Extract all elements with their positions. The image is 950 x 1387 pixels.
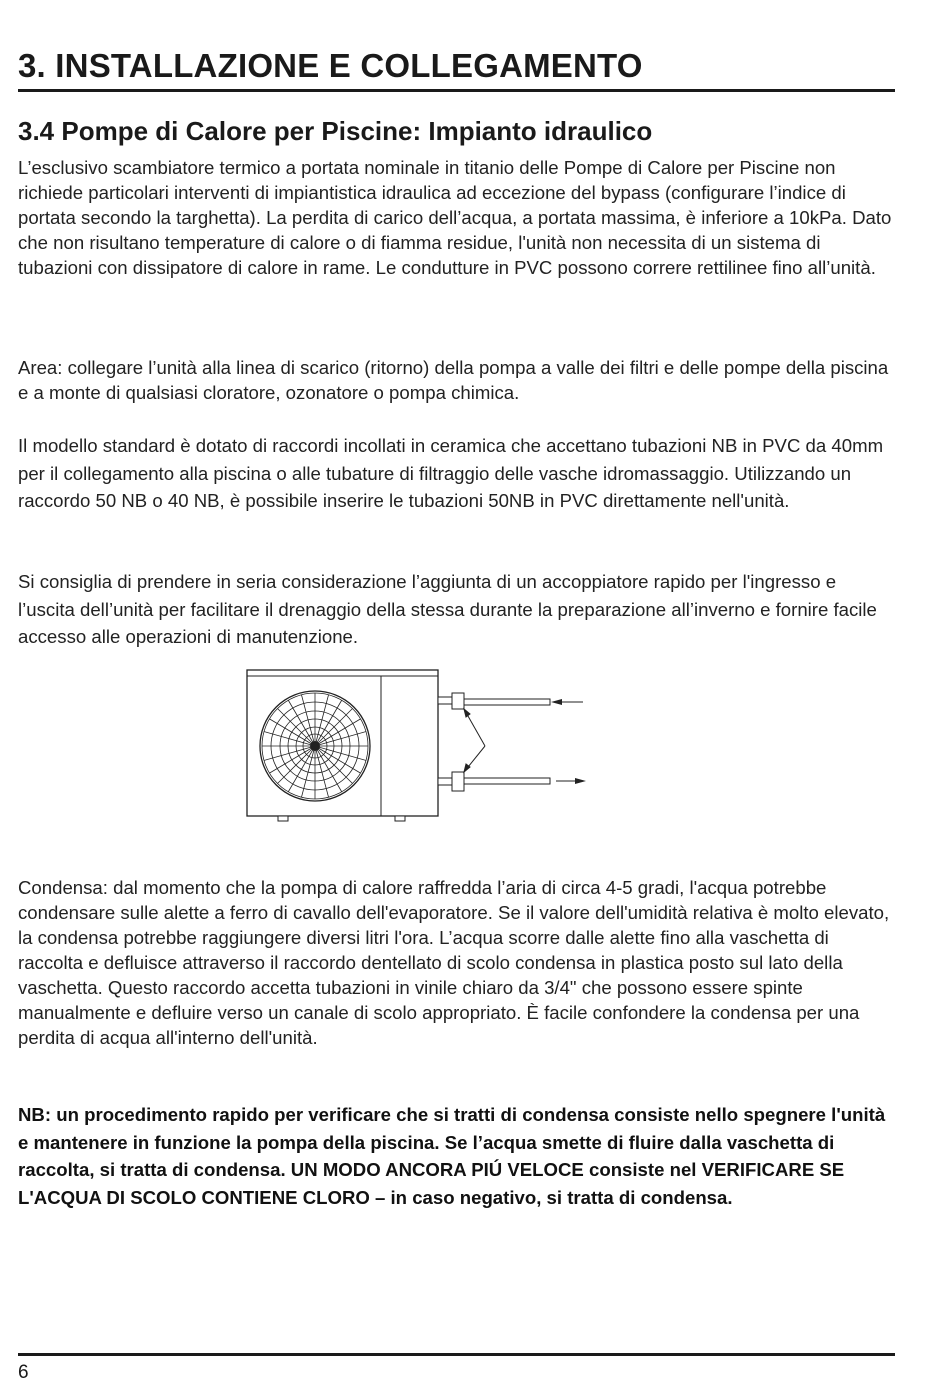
coupler-paragraph: Si consiglia di prendere in seria considerazione l’aggiunta di un accoppiatore rapido per l'ingresso e l’uscita dell’unità per facilitare il drenaggio della stessa durante la preparazione all’inverno e fornire facile accesso alle operazioni di manutenzione.	[18, 571, 877, 647]
right-foot	[395, 816, 405, 821]
page-number: 6	[18, 1362, 29, 1383]
connection-pointer-lines	[464, 709, 485, 772]
area-paragraph: Area: collegare l’unità alla linea di scarico (ritorno) della pompa a valle dei filtri e delle pompe della piscina e a monte di qualsiasi cloratore, ozonatore o pompa chimica.	[18, 357, 889, 403]
chapter-title: 3. INSTALLAZIONE E COLLEGAMENTO	[18, 47, 643, 84]
condensation-paragraph: Condensa: dal momento che la pompa di calore raffredda l’aria di circa 4-5 gradi, l'acqua potrebbe condensare sulle alette a ferro di cavallo dell'evaporatore. Se il valore dell'umidità relativa è molto elevato, la condensa potrebbe raggiungere diversi litri l'ora. L’acqua scorre dalle alette fino alla vaschetta di raccolta e defluisce attraverso il raccordo dentellato di scolo condensa in plastica posto sul lato della vaschetta. Questo raccordo accetta tubazioni in vinile chiaro da 3/4" che possono essere spinte manualmente e defluire verso un canale di scolo appropriato. È facile confondere la condensa per una perdita di acqua all'interno dell'unità.	[18, 877, 890, 1048]
title-divider	[18, 89, 895, 92]
fan-grille	[260, 691, 370, 801]
left-foot	[278, 816, 288, 821]
water-inlet-connection	[438, 693, 583, 709]
model-paragraph: Il modello standard è dotato di raccordi incollati in ceramica che accettano tubazioni NB in PVC da 40mm per il collegamento alla piscina o alle tubature di filtraggio delle vasche idromassaggio. Utilizzando un raccordo 50 NB o 40 NB, è possibile inserire le tubazioni 50NB in PVC direttamente nell'unità.	[18, 435, 884, 511]
water-outlet-connection	[438, 772, 586, 791]
outlet-arrow-icon	[575, 778, 586, 784]
intro-paragraph: L’esclusivo scambiatore termico a portata nominale in titanio delle Pompe di Calore per Piscine non richiede particolari interventi di impiantistica idraulica ad eccezione del bypass (configurare l’indice di portata secondo la targhetta). La perdita di carico dell’acqua, a portata massima, è inferiore a 10kPa. Dato che non risultano temperature di calore o di fiamma residue, l'unità non necessita di un sistema di tubazioni con dissipatore di calore in rame. Le condutture in PVC possono correre rettilinee fino all’unità.	[18, 157, 892, 278]
heat-pump-plumbing-diagram	[240, 664, 590, 830]
inlet-arrow-icon	[551, 699, 562, 705]
condensation-note: NB: un procedimento rapido per verificare che si tratti di condensa consiste nello spegnere l'unità e mantenere in funzione la pompa della piscina. Se l’acqua smette di fluire dalla vaschetta di raccolta, si tratta di condensa. UN MODO ANCORA PIÚ VELOCE consiste nel VERIFICARE SE L'ACQUA DI SCOLO CONTIENE CLORO – in caso negativo, si tratta di condensa.	[18, 1104, 886, 1208]
section-title: 3.4 Pompe di Calore per Piscine: Impianto idraulico	[18, 116, 653, 146]
footer-divider	[18, 1353, 895, 1356]
heat-pump-diagram-svg	[240, 664, 590, 830]
